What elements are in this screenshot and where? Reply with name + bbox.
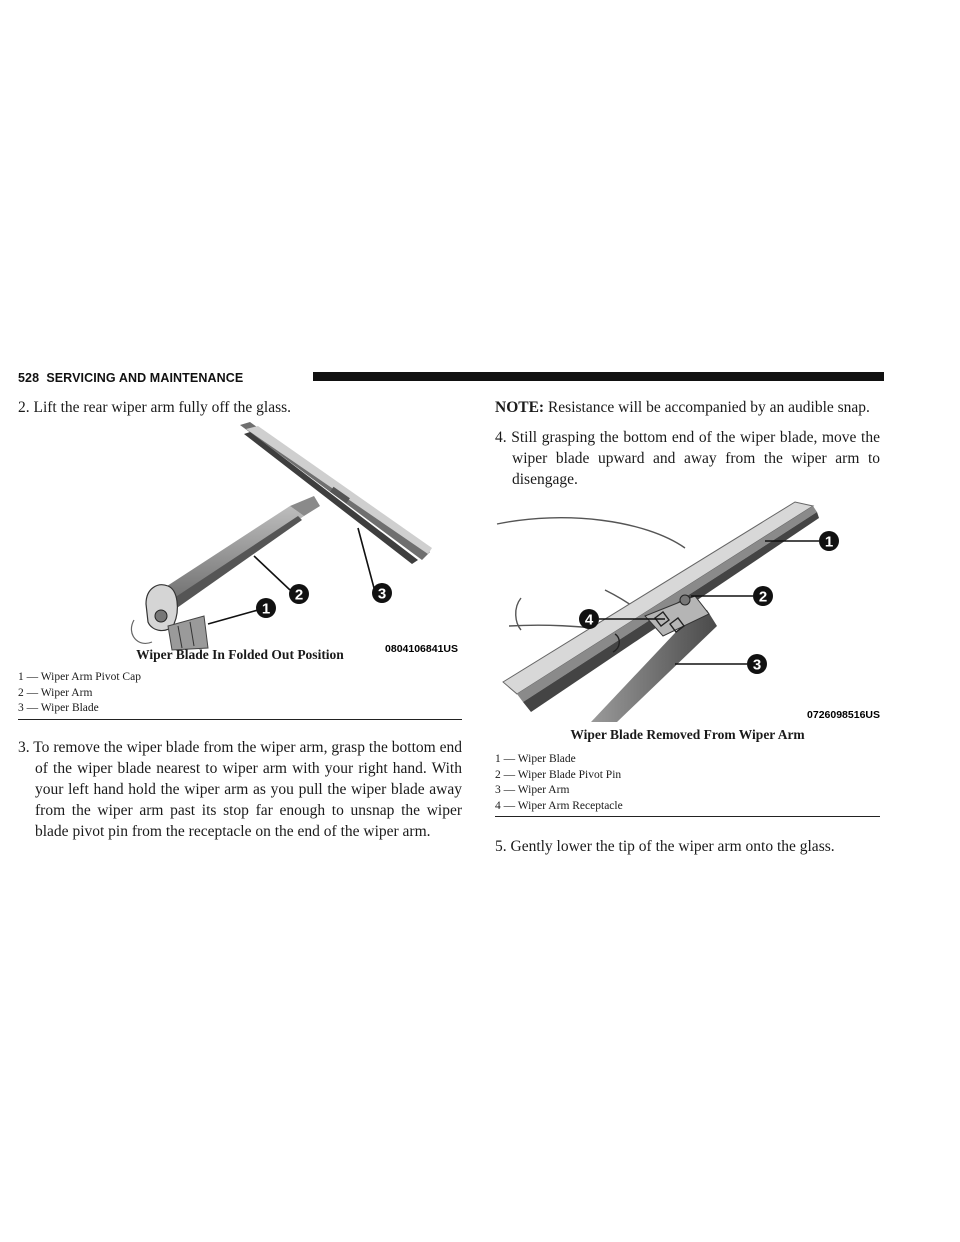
legend-item: 4 — Wiper Arm Receptacle	[495, 799, 623, 812]
svg-text:4: 4	[584, 611, 594, 629]
svg-text:3: 3	[752, 656, 762, 674]
legend-item: 1 — Wiper Arm Pivot Cap	[18, 671, 141, 683]
figure-removed	[495, 498, 880, 817]
figure-bottom-rule	[18, 719, 462, 720]
svg-text:2: 2	[294, 586, 304, 604]
figure-title: Wiper Blade Removed From Wiper Arm	[570, 727, 805, 742]
svg-text:1: 1	[824, 533, 834, 551]
svg-text:2: 2	[758, 588, 768, 606]
legend-item: 2 — Wiper Arm	[18, 686, 93, 699]
step-2: 2. Lift the rear wiper arm fully off the glass.	[18, 399, 292, 416]
page-number: 528	[18, 371, 40, 385]
left-column	[18, 397, 462, 842]
figure-title: Wiper Blade In Folded Out Position	[136, 647, 344, 662]
step-4: 4. Still grasping the bottom end of the wiper blade, move the wiper blade upward and away from the wiper arm to disengage.	[495, 429, 880, 488]
svg-text:1: 1	[261, 600, 271, 618]
note	[495, 397, 880, 418]
note-label: NOTE:	[495, 399, 545, 416]
callout-3	[372, 583, 392, 603]
callout-4	[579, 609, 599, 629]
page-header-text	[18, 370, 243, 386]
section-title: SERVICING AND MAINTENANCE	[46, 371, 244, 385]
svg-text:3: 3	[377, 585, 387, 603]
wiper-arm-shape	[591, 596, 717, 722]
running-header	[18, 370, 884, 386]
legend-item: 2 — Wiper Blade Pivot Pin	[495, 768, 622, 781]
header-rule	[313, 372, 884, 381]
legend-item: 3 — Wiper Blade	[18, 702, 99, 714]
note-text: Resistance will be accompanied by an audible snap.	[544, 399, 870, 416]
callout-2	[289, 584, 309, 604]
callout-1	[819, 531, 839, 551]
wiper-removed-illustration	[495, 498, 880, 722]
legend-item: 1 — Wiper Blade	[495, 753, 576, 765]
callout-1	[256, 598, 276, 618]
right-column	[495, 397, 880, 857]
figure-code: 0804106841US	[385, 643, 458, 655]
callout-3	[747, 654, 767, 674]
step-5: 5. Gently lower the tip of the wiper arm onto the glass.	[495, 838, 835, 855]
figure-folded-out	[18, 420, 462, 720]
figure-bottom-rule	[495, 816, 880, 817]
callout-2	[753, 586, 773, 606]
step-3: 3. To remove the wiper blade from the wiper arm, grasp the bottom end of the wiper blade nearest to wiper arm with your right hand. With your left hand hold the wiper arm as you pull the wiper blade away from the wiper arm past its stop far enough to unsnap the wiper blade pivot pin from the receptacle on the end of the wiper arm.	[18, 738, 462, 840]
wiper-blade-shape	[503, 502, 819, 712]
figure-code: 0726098516US	[807, 709, 880, 721]
pivot-pin-shape	[680, 595, 690, 605]
legend-item: 3 — Wiper Arm	[495, 784, 570, 796]
